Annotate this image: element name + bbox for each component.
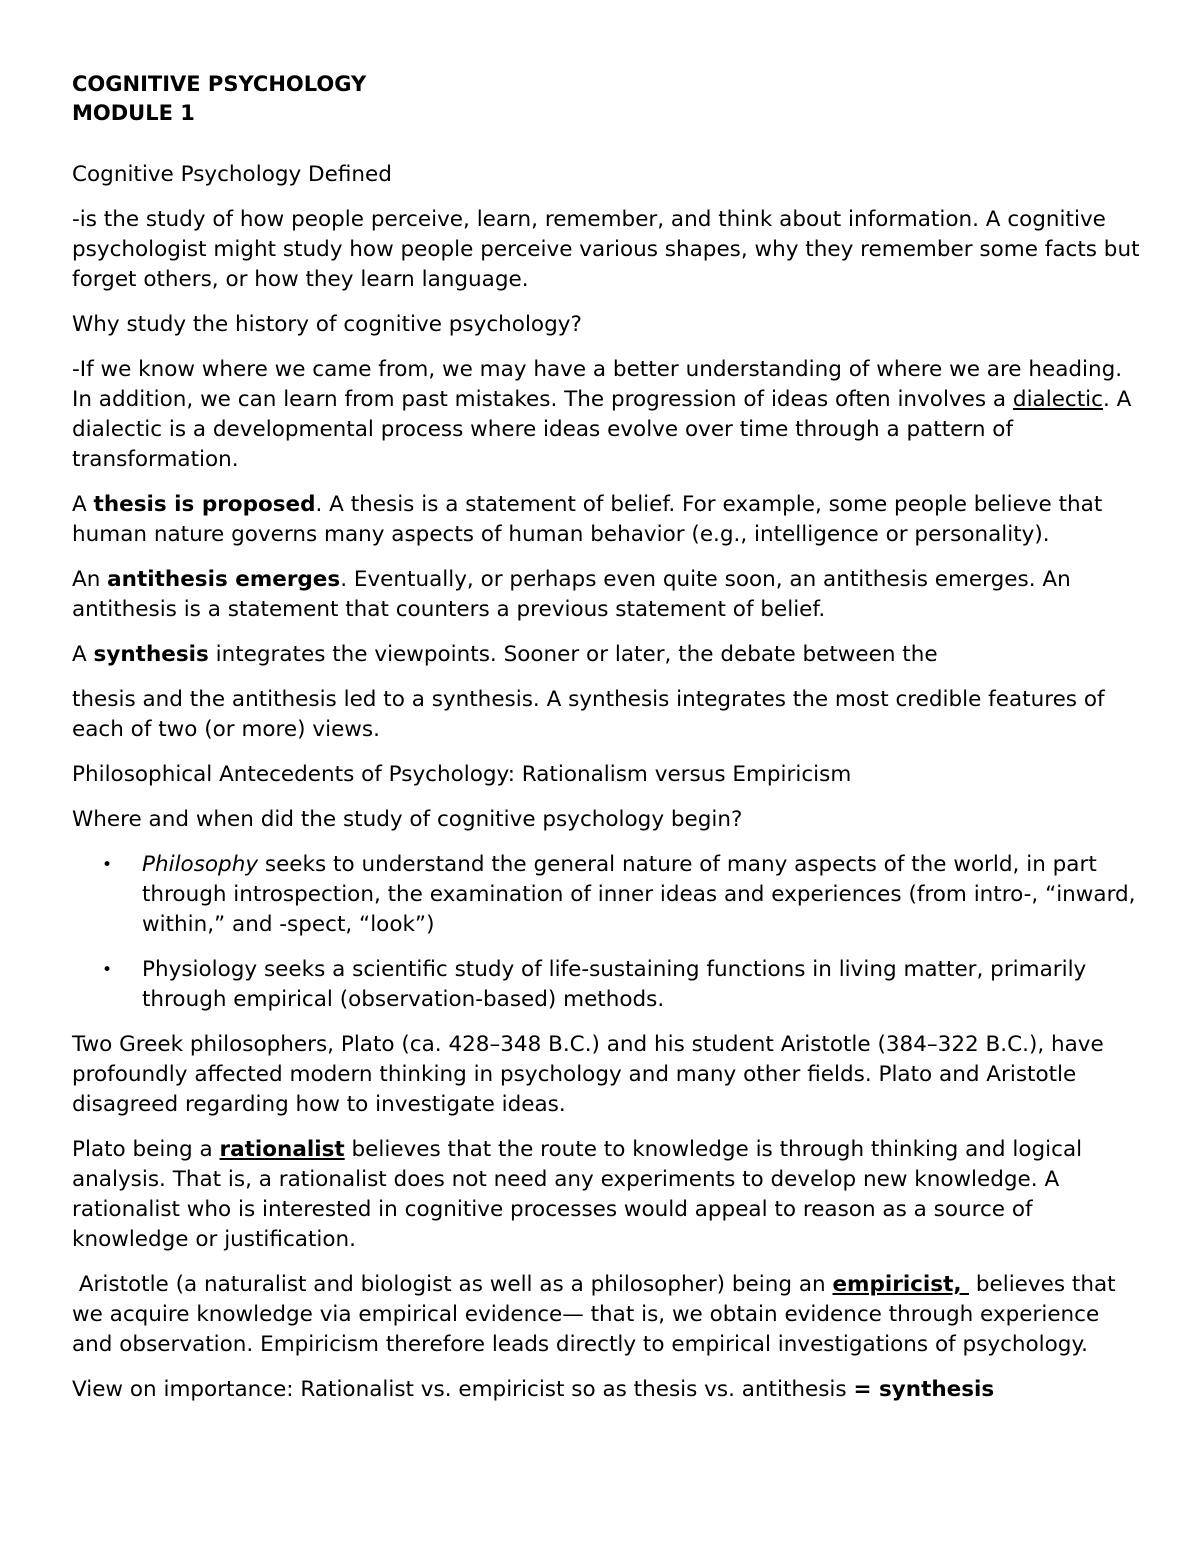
aristotle-paragraph [72,1270,1142,1360]
plato-pre: Plato being a [72,1137,220,1162]
synthesis-pre: A [72,642,94,667]
philosophy-text: seeks to understand the general nature of many aspects of the world, in part through introspection, the examination of inner ideas and experiences (from intro-, “inward, within,” and -spect, “look”) [142,852,1136,937]
thesis-term: thesis is proposed [93,492,316,517]
philosophy-term: Philosophy [142,852,259,877]
dialectic-term: dialectic [1012,387,1103,412]
synthesis-post: integrates the viewpoints. Sooner or later, the debate between the [208,642,938,667]
plato-post: believes that the route to knowledge is through thinking and logical analysis. That is, a rationalist does not need any experiments to develop new knowledge. A rationalist who is interested in cognitive processes would appeal to reason as a source of knowledge or justification. [72,1137,1083,1252]
view-term: = synthesis [853,1377,995,1402]
document-title-line1: COGNITIVE PSYCHOLOGY [72,72,367,96]
aristotle-pre: Aristotle (a naturalist and biologist as well as a philosopher) being an [72,1272,833,1297]
synthesis-paragraph [72,640,1142,670]
empiricist-term: empiricist, [832,1272,970,1297]
antithesis-paragraph [72,565,1142,625]
history-body-pre: -If we know where we came from, we may have a better understanding of where we are heading. In addition, we can learn from past mistakes. The progression of ideas often involves a [72,357,1123,412]
title-spacer [72,128,1142,160]
bullet-icon: • [102,960,113,980]
discipline-bullet-list [72,850,1142,1015]
list-item [72,850,1142,940]
plato-paragraph [72,1135,1142,1255]
defined-body: -is the study of how people perceive, learn, remember, and think about information. A cognitive psychologist might study how people perceive various shapes, why they remember some facts but forget others, or how they learn language. [72,207,1140,292]
antithesis-post: . Eventually, or perhaps even quite soon, an antithesis emerges. An antithesis is a statement that counters a previous statement of belief. [72,567,1071,622]
antithesis-pre: An [72,567,108,592]
history-question: Why study the history of cognitive psychology? [72,312,582,337]
bullet-icon: • [102,855,113,875]
thesis-pre: A [72,492,94,517]
list-item [72,955,1142,1015]
document-title-line2: MODULE 1 [72,101,195,125]
view-pre: View on importance: Rationalist vs. empiricist so as thesis vs. antithesis [72,1377,854,1402]
antecedents-heading: Philosophical Antecedents of Psychology: Rationalism versus Empiricism [72,762,852,787]
thesis-post: . A thesis is a statement of belief. For example, some people believe that human nature governs many aspects of human behavior (e.g., intelligence or personality). [72,492,1103,547]
rationalist-term: rationalist [219,1137,345,1162]
view-paragraph [72,1375,1142,1405]
thesis-paragraph [72,490,1142,550]
document-page [72,70,1142,1420]
aristotle-post: believes that we acquire knowledge via empirical evidence— that is, we obtain evidence through experience and observation. Empiricism therefore leads directly to empirical investigations of psychology. [72,1272,1116,1357]
synthesis-continuation: thesis and the antithesis led to a synthesis. A synthesis integrates the most credible features of each of two (or more) views. [72,687,1105,742]
antithesis-term: antithesis emerges [107,567,341,592]
greeks-paragraph: Two Greek philosophers, Plato (ca. 428–348 B.C.) and his student Aristotle (384–322 B.C.), have profoundly affected modern thinking in psychology and many other fields. Plato and Aristotle disagreed regarding how to investigate ideas. [72,1032,1104,1117]
history-body-post: . A dialectic is a developmental process where ideas evolve over time through a pattern of transformation. [72,387,1132,472]
synthesis-term: synthesis [93,642,209,667]
history-body [72,355,1142,475]
where-question: Where and when did the study of cognitive psychology begin? [72,807,743,832]
defined-heading: Cognitive Psychology Defined [72,162,392,187]
physiology-text: Physiology seeks a scientific study of life-sustaining functions in living matter, primarily through empirical (observation-based) methods. [142,957,1087,1012]
